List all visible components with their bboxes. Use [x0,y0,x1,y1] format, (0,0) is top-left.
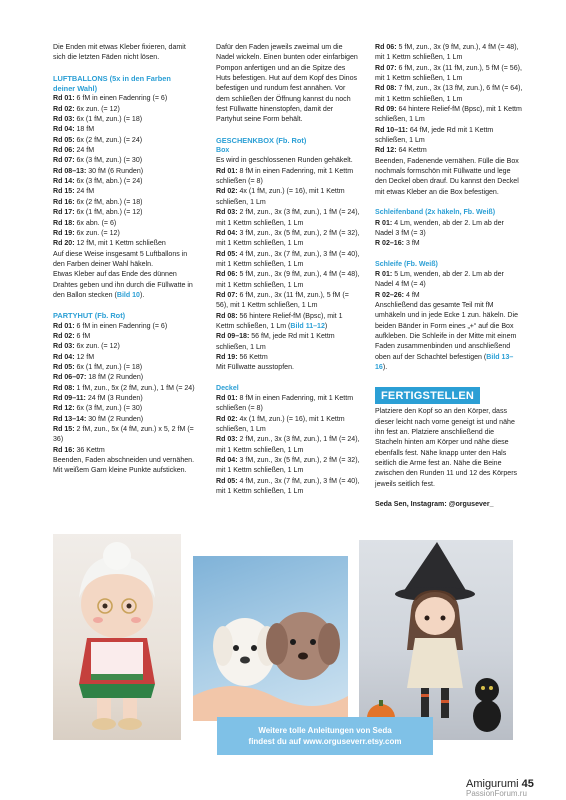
row-text: 56 Kettm [237,353,268,361]
row-text: 36 Kettm [74,446,105,454]
magazine-name: Amigurumi [466,778,519,790]
row-text: 5 fM, zun., 3x (9 fM, zun.), 4 fM (= 48), mit 1 Kettm schließen, 1 Lm [375,44,519,62]
photo-witch-doll [359,540,513,740]
row-label: Rd 19: [53,229,75,237]
etsy-banner [217,717,433,755]
image-reference: Bild 10 [116,291,140,299]
paragraph [375,301,523,373]
row-text: 6x (2 fM, zun.) (= 24) [74,136,143,144]
pattern-row [375,219,523,240]
pattern-row [216,477,360,498]
row-label: Rd 01: [216,395,238,402]
row-label: Rd 18: [53,219,75,227]
row-label: Rd 10–11: [375,126,408,134]
row-text: Etwas Kleber auf das Ende des dünnen Drahtes geben und ihn durch die Füllwatte in den Ballon stecken ( [53,271,193,299]
row-text: 6x (1 fM, zun.) (= 18) [74,116,143,124]
pattern-row [216,270,360,291]
watermark: PassionForum.ru [466,789,527,798]
row-text: 5 Lm, wenden, ab der 2. Lm ab der Nadel 4 fM (= 4) [375,270,504,289]
row-text: 2 fM, zun., 5x (4 fM, zun.) x 5, 2 fM (= 36) [53,426,194,444]
row-text: 4 fM, zun., 3x (7 fM, zun.), 3 fM (= 40), mit 1 Kettm schließen, 1 Lm [216,250,360,268]
pattern-row [53,229,195,239]
paragraph [375,407,523,490]
spacer [216,374,360,384]
paragraph [53,250,195,271]
paragraph [53,270,195,301]
pattern-row [53,208,195,218]
pattern-row [375,239,523,249]
pattern-row [53,156,195,166]
row-text: 6 fM, zun., 3x (11 fM, zun.), 5 fM (= 56), mit 1 Kettm schließen, 1 Lm [216,291,349,310]
row-label: Rd 16: [53,198,75,206]
pattern-row [216,229,360,250]
row-label: R 01: [375,270,393,278]
page-number: 45 [521,778,534,790]
paragraph [53,43,195,64]
row-text: 6 fM, zun., 3x (11 fM, zun.), 5 fM (= 56), mit 1 Kettm schließen, 1 Lm [375,64,522,83]
row-text: 56 hintere Relief-fM (Bpsc), mit 1 Kettm schließen, 1 Lm ( [216,312,343,330]
row-label: Rd 04: [53,126,75,134]
row-label: Rd 03: [53,343,75,351]
banner-line-1: Weitere tolle Anleitungen von Seda [258,726,392,735]
paragraph [53,456,195,466]
pattern-row [53,415,195,425]
row-text: 1 fM, zun., 5x (2 fM, zun.), 1 fM (= 24) [74,384,195,392]
row-label: Rd 04: [216,457,238,465]
row-text: 6x zun. (= 12) [74,229,120,237]
row-text: 56 fM, jede Rd mit 1 Kettm schließen, 1 Lm [216,333,335,351]
row-label: Rd 17: [53,209,75,217]
row-text: 4 fM, zun., 3x (7 fM, zun.), 3 fM (= 40), mit 1 Kettm schließen, 1 Lm [216,477,360,496]
pattern-row [53,404,195,414]
row-label: Rd 04: [53,353,75,361]
row-text: ). [139,291,145,299]
paragraph [53,466,195,476]
pattern-row [53,167,195,177]
pattern-row [216,415,360,436]
subsection-heading: Schleife (Fb. Weiß) [375,260,438,268]
row-text: 6x (3 fM, zun.) (= 30) [74,405,143,413]
row-text: 3 fM, zun., 3x (5 fM, zun.), 2 fM (= 32), mit 1 Kettm schließen, 1 Lm [216,457,360,475]
row-label: Rd 06–07: [53,374,87,382]
row-text: 12 fM [74,353,95,361]
row-text: ). [382,363,388,371]
pattern-row [53,373,195,383]
row-text: 24 fM [74,188,95,196]
row-text: 18 fM [74,126,95,134]
row-text: 6 fM [74,332,91,340]
pattern-row [53,187,195,197]
pattern-row [375,64,523,85]
pattern-row [375,146,523,156]
row-label: Rd 02: [216,188,238,196]
row-label: Rd 08: [53,384,75,392]
row-text: 6 fM in einen Fadenring (= 6) [74,95,168,103]
row-text: 64 fM, jede Rd mit 1 Kettm schließen, 1 Lm [375,126,494,145]
row-label: Rd 19: [216,353,238,361]
row-label: Rd 07: [216,291,238,299]
row-label: Rd 05: [216,477,238,485]
pattern-row [216,291,360,312]
row-label: Rd 12: [375,147,397,155]
subsection-heading: Box [216,147,230,155]
pattern-row [375,84,523,105]
paragraph [216,156,360,166]
row-text: Mit weißem Garn kleine Punkte aufsticken. [53,467,187,475]
paragraph [216,363,360,373]
row-label: Rd 02: [53,332,75,340]
pattern-row [216,208,360,229]
row-label: Rd 12: [53,405,75,413]
subsection-heading: Schleifenband (2x häkeln, Fb. Weiß) [375,209,496,217]
photo-strip [53,534,513,756]
pattern-row [53,353,195,363]
pattern-row [53,219,195,229]
row-label: Rd 06: [53,147,75,155]
row-text: 6x zun. (= 12) [74,343,120,351]
row-text: Anschließend das gesamte Teil mit fM umhäkeln und in jede Ecke 1 zun. häkeln. Die beiden Bänder in Form eines „+“ auf die Box aufkleben. Die Schleife in der Mitte mit einem Faden zusammenbinden und anschließend oben auf der Schachtel befestigen ( [375,301,518,361]
row-text: 6x (3 fM, zun.) (= 30) [74,157,143,165]
row-text: 64 hintere Relief-fM (Bpsc), mit 1 Kettm schließen, 1 Lm [375,106,522,124]
section-heading: PARTYHUT (Fb. Rot) [53,311,126,321]
pattern-row [53,363,195,373]
row-label: Rd 08: [375,85,397,93]
row-text: 6x (2 fM, abn.) (= 18) [74,198,143,206]
row-label: Rd 01: [53,322,75,330]
pattern-row [53,322,195,332]
pattern-row [375,105,523,126]
spacer [375,250,523,260]
row-label: Rd 03: [216,436,238,444]
row-text: Es wird in geschlossenen Runden gehäkelt. [216,157,353,165]
row-label: Rd 05: [53,136,75,144]
row-text: Dafür den Faden jeweils zweimal um die Nadel wickeln. Einen bunten oder einfarbigen Pompon anfertigen und an die Spitze des Huts befestigen. Hut auf dem Kopf des Dinos befestigen und rundum fest annähen. Vor dem schließen der Öffnung kannst du noch fest Füllwatte hinenstopfen, damit der Partyhut seine Form behält. [216,44,358,124]
spacer [53,64,195,74]
pattern-row [216,435,360,456]
row-text: Beenden, Fadenende vernähen. Fülle die Box nochmals formschön mit Füllwatte und lege den Deckel oben drauf. Du kannst den Deckel mit etwas Kleber an die Box befestigen. [375,157,519,196]
photo-puppies [193,556,348,721]
row-label: Rd 06: [375,44,397,51]
pattern-row [53,94,195,104]
pattern-row [216,353,360,363]
row-text: 30 fM (2 Runden) [86,415,144,423]
row-text: 5 fM, zun., 3x (9 fM, zun.), 4 fM (= 48), mit 1 Kettm schließen, 1 Lm [216,271,360,289]
row-text: 4 Lm, wenden, ab der 2. Lm ab der Nadel 3 fM (= 3) [375,219,504,237]
subsection-heading: Deckel [216,384,239,392]
spacer [53,301,195,311]
row-label: Rd 03: [216,209,238,217]
row-text: 4x (1 fM, zun.) (= 16), mit 1 Kettm schließen, 1 Lm [216,415,345,434]
paragraph [216,43,360,126]
row-text: 6x (1 fM, abn.) (= 12) [74,209,143,217]
pattern-row [216,456,360,477]
row-label: Rd 02: [216,415,238,423]
spacer [375,373,523,383]
pattern-row [216,394,360,415]
row-text: 6 fM in einen Fadenring (= 6) [74,322,168,330]
row-text: 7 fM, zun., 3x (13 fM, zun.), 6 fM (= 64), mit 1 Kettm schließen, 1 Lm [375,85,523,103]
row-text: Die Enden mit etwas Kleber fixieren, damit sich die letzten Fäden nicht lösen. [53,44,186,62]
row-text: 6x (1 fM, zun.) (= 18) [74,363,143,371]
pattern-row [53,239,195,249]
row-label: Rd 08: [216,312,238,320]
row-label: R 01: [375,219,393,227]
pattern-row [216,332,360,353]
row-text: 3 fM, zun., 3x (5 fM, zun.), 2 fM (= 32), mit 1 Kettm schließen, 1 Lm [216,229,360,248]
row-text: 3 fM [404,240,420,248]
row-text: 12 fM, mit 1 Kettm schließen [74,240,166,248]
pattern-row [53,332,195,342]
pattern-row [53,177,195,187]
spacer [216,126,360,136]
row-text: 6x zun. (= 12) [74,105,120,113]
row-label: Rd 08–13: [53,167,87,175]
pattern-row [375,43,523,64]
row-label: Rd 05: [216,250,238,258]
row-label: Rd 07: [375,64,397,72]
row-text: Auf diese Weise insgesamt 5 Luftballons in den Farben deiner Wahl häkeln. [53,250,188,268]
image-reference: Bild 13–16 [375,353,514,371]
text-column-2 [216,43,360,497]
row-label: Rd 07: [53,157,75,165]
row-text: 4 fM [404,291,420,299]
pattern-row [216,250,360,271]
row-label: Rd 13–14: [53,415,87,423]
pattern-row [53,384,195,394]
row-label: Rd 05: [53,363,75,371]
row-label: Rd 06: [216,271,238,279]
row-label: R 02–26: [375,291,404,299]
pattern-row [216,187,360,208]
section-heading: GESCHENKBOX (Fb. Rot) [216,135,307,145]
pattern-row [53,394,195,404]
pattern-row [375,291,523,301]
row-text: 6x abn. (= 6) [74,219,117,227]
pattern-row [53,342,195,352]
row-text: 30 fM (6 Runden) [86,167,144,175]
row-label: R 02–16: [375,240,404,248]
pattern-row [375,126,523,147]
row-label: Rd 01: [216,167,238,175]
paragraph [375,157,523,198]
row-text: 24 fM [74,147,95,155]
spacer [375,490,523,500]
pattern-row [53,115,195,125]
row-text: Platziere den Kopf so an den Körper, dass dieser leicht nach vorne geneigt ist und nähe ihn fest an. Platziere anschließend die Stacheln hinten am Körper und nähe diese ebenfalls fest. Nähe knapp unter den Hals seitlich die Arme fest an. Nähe die Beine zwischen den Runden 11 und 12 des Körpers jeweils seitlich fest. [375,408,518,488]
row-label: Rd 09–18: [216,333,250,341]
pattern-row [375,270,523,291]
row-label: Rd 14: [53,178,75,186]
row-label: Rd 20: [53,240,75,248]
pattern-row [53,136,195,146]
pattern-row [53,105,195,115]
row-label: Rd 04: [216,229,238,237]
pattern-row [216,167,360,188]
row-label: Rd 09–11: [53,395,86,402]
author-signature: Seda Sen, Instagram: @orgusever_ [375,501,494,509]
row-label: Rd 01: [53,95,75,103]
finish-heading: FERTIGSTELLEN [375,387,480,404]
row-text: Beenden, Faden abschneiden und vernähen. [53,457,195,465]
row-text: 8 fM in einen Fadenring, mit 1 Kettm schließen (= 8) [216,395,354,413]
pattern-row [53,198,195,208]
row-text: 4x (1 fM, zun.) (= 16), mit 1 Kettm schließen, 1 Lm [216,188,345,206]
photo-grandma-doll [53,534,181,740]
row-label: Rd 02: [53,105,75,113]
row-text: 24 fM (3 Runden) [85,395,143,402]
pattern-row [216,312,360,333]
pattern-row [53,146,195,156]
row-text: 64 Kettm [396,147,427,155]
row-label: Rd 03: [53,116,75,124]
banner-line-2: findest du auf www.orguseverr.etsy.com [248,737,402,746]
row-text: Mit Füllwatte ausstopfen. [216,364,294,372]
row-text: ) [324,322,328,330]
row-text: 8 fM in einen Fadenring, mit 1 Kettm schließen (= 8) [216,167,354,186]
pattern-row [53,446,195,456]
image-reference: Bild 11–12 [290,322,325,330]
row-text: 18 fM (2 Runden) [86,374,144,382]
row-text: 2 fM, zun., 3x (3 fM, zun.), 1 fM (= 24), mit 1 Kettm schließen, 1 Lm [216,436,360,454]
row-text: 6x (3 fM, abn.) (= 24) [74,178,143,186]
pattern-row [53,425,195,446]
text-column-3 [375,43,523,510]
row-label: Rd 09: [375,106,397,114]
spacer [375,198,523,208]
row-label: Rd 15: [53,426,75,434]
section-heading: LUFTBALLONS (5x in den Farben deiner Wahl) [53,73,171,94]
pattern-row [53,125,195,135]
row-label: Rd 15: [53,188,75,196]
text-column-1 [53,43,195,477]
row-text: 2 fM, zun., 3x (3 fM, zun.), 1 fM (= 24), mit 1 Kettm schließen, 1 Lm [216,209,360,227]
row-label: Rd 16: [53,446,75,454]
